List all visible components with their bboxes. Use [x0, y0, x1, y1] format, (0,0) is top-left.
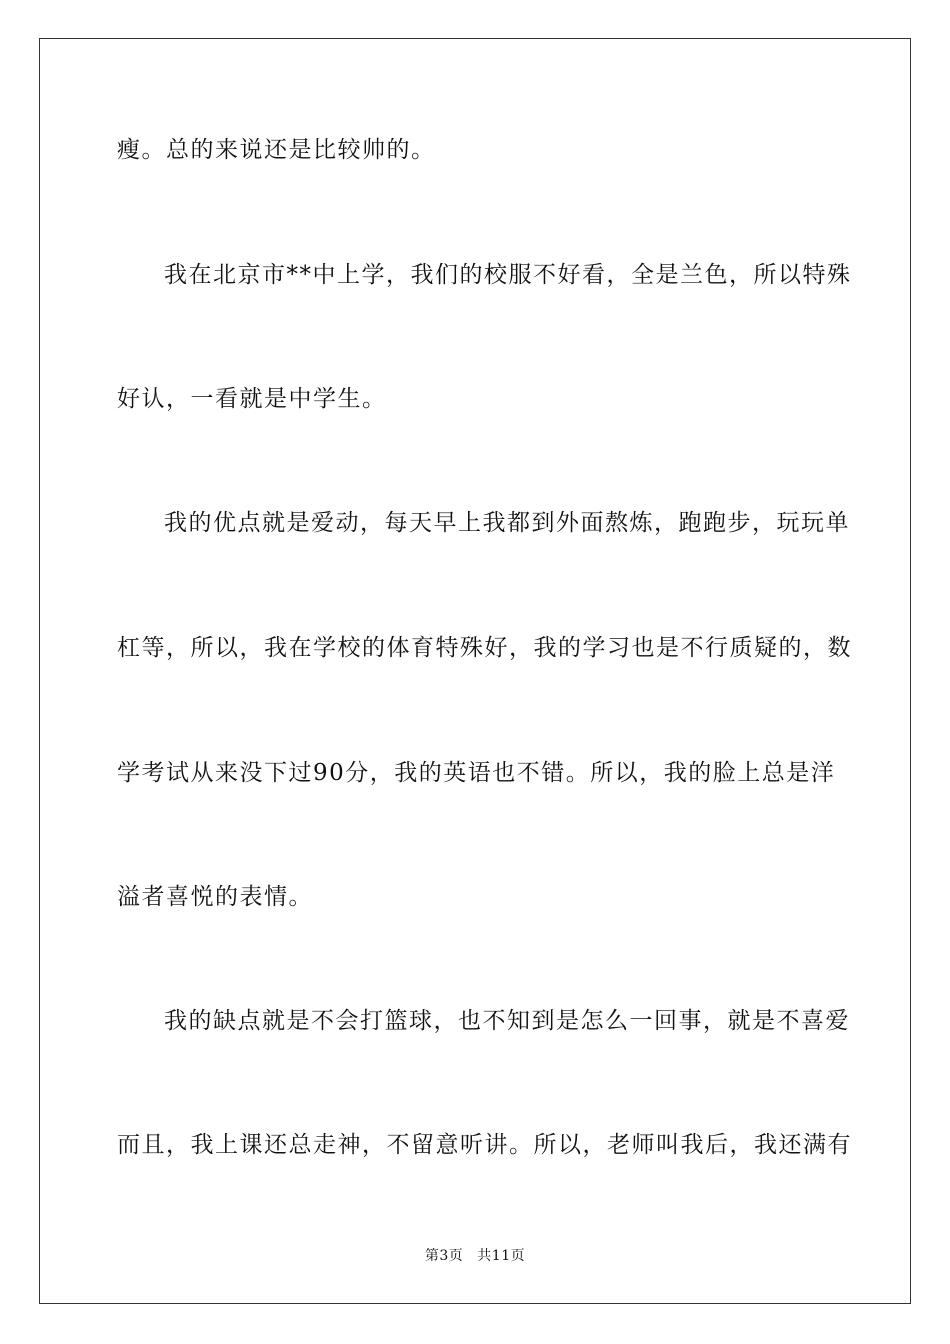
text-line: 我的优点就是爱动，每天早上我都到外面熬炼，跑跑步，玩玩单: [164, 510, 850, 536]
text-line: 好认，一看就是中学生。: [117, 386, 387, 412]
text-line: 杠等，所以，我在学校的体育特殊好，我的学习也是不行质疑的，数: [117, 635, 852, 661]
text-line: 而且，我上课还总走神，不留意听讲。所以，老师叫我后，我还满有: [117, 1132, 852, 1158]
page-total: 共11页: [477, 1248, 526, 1264]
text-line: 我的缺点就是不会打篮球，也不知到是怎么一回事，就是不喜爱: [164, 1008, 850, 1034]
text-line: 学考试从来没下过90分，我的英语也不错。所以，我的脸上总是洋: [117, 760, 836, 786]
text-line: 溢者喜悦的表情。: [117, 884, 313, 910]
page-number: 第3页: [424, 1248, 464, 1264]
text-line: 瘦。总的来说还是比较帅的。: [117, 137, 436, 163]
text-line: 我在北京市**中上学，我们的校服不好看，全是兰色，所以特殊: [164, 262, 852, 288]
page-footer: [0, 1246, 950, 1266]
page-border: [39, 38, 911, 1304]
